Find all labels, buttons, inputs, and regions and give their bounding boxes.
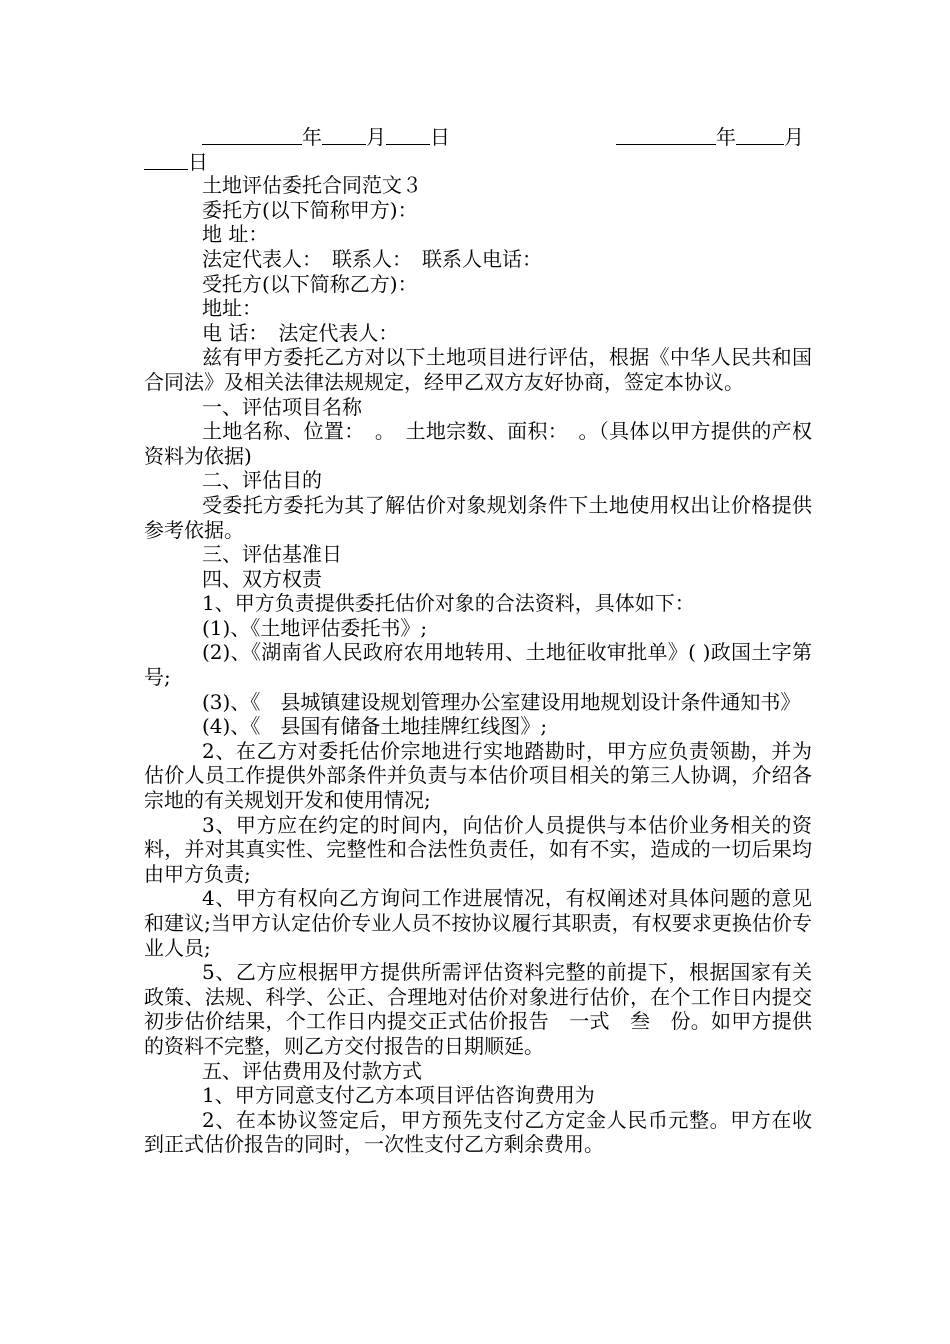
client-address: 地 址： [202, 222, 269, 247]
document-body [144, 124, 832, 1157]
trustee-address: 地址： [202, 296, 262, 321]
day-blank [386, 124, 430, 145]
section-2-body: 受委托方委托为其了解估价对象规划条件下土地使用权出让价格提供参考依据。 [144, 492, 812, 542]
day-blank [144, 149, 188, 170]
section-2-title: 二、评估目的 [202, 468, 322, 493]
day-label: 日 [188, 149, 208, 174]
section-4-item-1d: (4)、《 县国有储备土地挂牌红线图》; [202, 714, 548, 739]
month-blank [736, 124, 784, 145]
month-blank [322, 124, 366, 145]
section-1-body: 土地名称、位置： 。 土地宗数、面积： 。（具体以甲方提供的产权资料为依据) [144, 419, 812, 468]
section-4-item-1a: (1)、《土地评估委托书》; [202, 615, 428, 640]
section-5-title: 五、评估费用及付款方式 [202, 1058, 422, 1083]
document-title: 土地评估委托合同范文３ [202, 173, 422, 198]
section-4-title: 四、双方权责 [202, 566, 322, 591]
day-label: 日 [430, 125, 450, 149]
client-line: 委托方(以下简称甲方)： [202, 197, 418, 222]
date-party-b [616, 124, 804, 150]
section-4-item-3: 3、甲方应在约定的时间内，向估价人员提供与本估价业务相关的资料，并对其真实性、完整性和合法性负责任，如有不实，造成的一切后果均由甲方负责; [144, 812, 812, 886]
section-4-item-4: 4、甲方有权向乙方询问工作进展情况，有权阐述对具体问题的意见和建议;当甲方认定估价专业人员不按协议履行其职责，有权要求更换估价专业人员; [144, 886, 812, 960]
preamble-paragraph: 兹有甲方委托乙方对以下土地项目进行评估，根据《中华人民共和国合同法》及相关法律法规规定，经甲乙双方友好协商，签定本协议。 [144, 345, 812, 394]
section-4-item-5: 5、乙方应根据甲方提供所需评估资料完整的前提下，根据国家有关政策、法规、科学、公正、合理地对估价对象进行估价，在个工作日内提交初步估价结果，个工作日内提交正式估价报告 一式 叁 份。如甲方提供的资料不完整，则乙方交付报告的日期顺延。 [144, 960, 812, 1058]
year-blank [202, 124, 302, 145]
year-blank [616, 124, 716, 145]
section-5-item-2: 2、在本协议签定后，甲方预先支付乙方定金人民币元整。甲方在收到正式估价报告的同时，一次性支付乙方剩余费用。 [144, 1107, 812, 1157]
month-label: 月 [366, 125, 386, 149]
section-4-item-1c: (3)、《 县城镇建设规划管理办公室建设用地规划设计条件通知书》 [202, 689, 801, 714]
date-party-a [202, 124, 450, 150]
year-label: 年 [716, 125, 736, 149]
signature-date-row [144, 124, 812, 149]
section-4-item-2: 2、在乙方对委托估价宗地进行实地踏勘时，甲方应负责领勘，并为估价人员工作提供外部条件并负责与本估价项目相关的第三人协调，介绍各宗地的有关规划开发和使用情况; [144, 738, 812, 813]
year-label: 年 [302, 125, 322, 149]
trustee-line: 受托方(以下简称乙方)： [202, 271, 418, 296]
section-5-item-1: 1、甲方同意支付乙方本项目评估咨询费用为 [202, 1083, 595, 1108]
month-label: 月 [784, 125, 804, 149]
date-party-b-day [144, 149, 812, 174]
section-3-title: 三、评估基准日 [202, 542, 342, 567]
section-1-title: 一、评估项目名称 [202, 394, 362, 419]
section-4-item-1b: (2)、《湖南省人民政府农用地转用、土地征收审批单》( )政国土字第 号; [144, 640, 832, 690]
section-4-item-1: 1、甲方负责提供委托估价对象的合法资料，具体如下： [202, 591, 695, 616]
trustee-phone: 电 话： 法定代表人： [202, 320, 399, 345]
client-representative: 法定代表人： 联系人： 联系人电话： [202, 246, 542, 271]
